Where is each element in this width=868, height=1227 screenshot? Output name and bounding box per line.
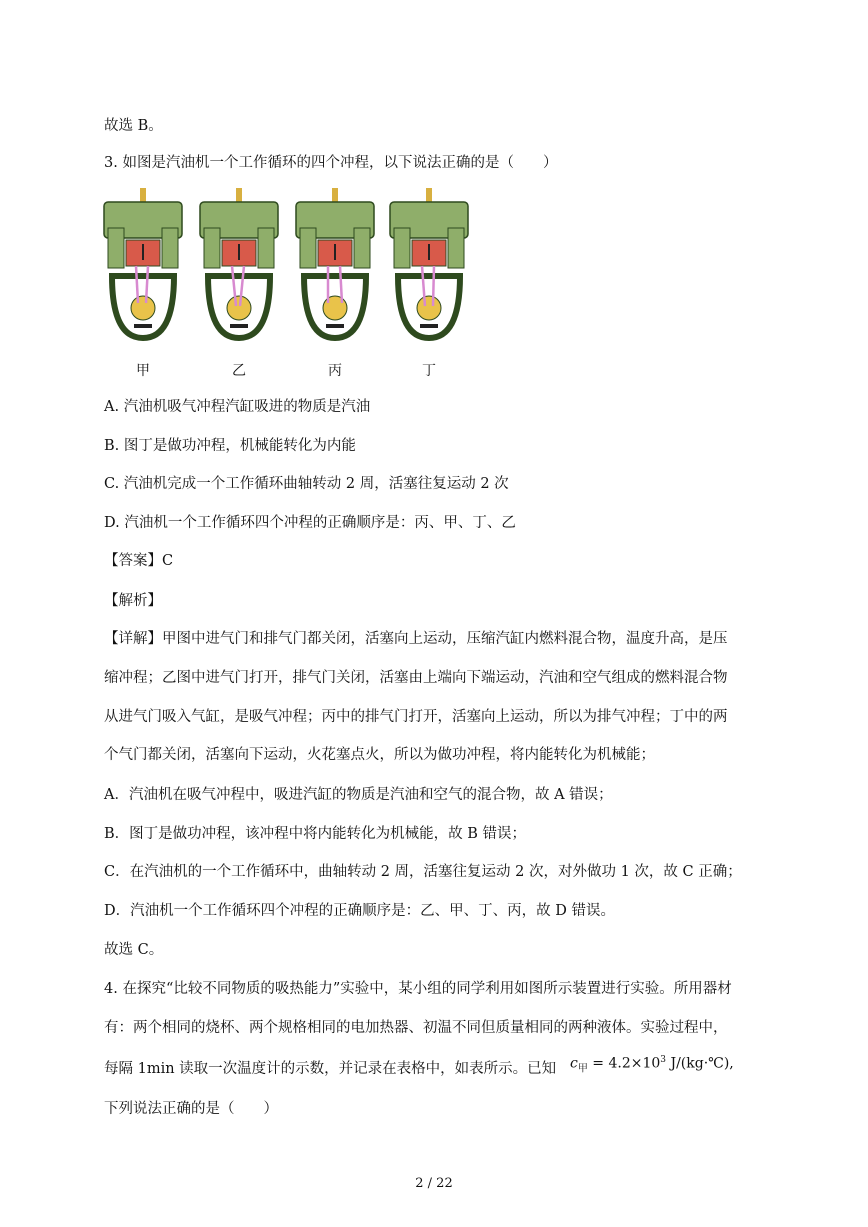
- detail-line: 【详解】甲图中进气门和排气门都关闭，活塞向上运动，压缩汽缸内燃料混合物，温度升高，是压: [104, 631, 728, 647]
- option-d: D. 汽油机一个工作循环四个冲程的正确顺序是：丙、甲、丁、乙: [104, 515, 516, 531]
- explain-c: C．在汽油机的一个工作循环中，曲轴转动 2 周，活塞往复运动 2 次，对外做功 1 次，故 C 正确；: [104, 864, 742, 880]
- answer-heading: 【答案】C: [104, 553, 174, 569]
- option-a: A. 汽油机吸气冲程汽缸吸进的物质是汽油: [104, 399, 371, 415]
- figure-label-ding: 丁: [422, 363, 436, 379]
- formula-sub: 甲: [577, 1063, 588, 1075]
- specific-heat-formula: [570, 1055, 734, 1074]
- engine-diagram-jia: [100, 188, 186, 343]
- engine-diagram-bing: [292, 188, 378, 343]
- engine-figures: [100, 188, 460, 378]
- explain-b: B．图丁是做功冲程，该冲程中将内能转化为机械能，故 B 错误；: [104, 826, 527, 842]
- detail-line: 缩冲程；乙图中进气门打开，排气门关闭，活塞由上端向下端运动，汽油和空气组成的燃料混合物: [104, 670, 728, 686]
- formula-comma: ,: [729, 1055, 734, 1072]
- option-b: B. 图丁是做功冲程，机械能转化为内能: [104, 438, 356, 454]
- detail-line: 从进气门吸入气缸，是吸气冲程；丙中的排气门打开，活塞向上运动，所以为排气冲程；丁中的两: [104, 709, 728, 725]
- figure-label-bing: 丙: [328, 363, 342, 379]
- figure-label-jia: 甲: [136, 363, 150, 379]
- engine-diagram-ding: [386, 188, 472, 343]
- engine-diagram-yi: [196, 188, 282, 343]
- formula-sup: 3: [660, 1055, 667, 1065]
- page-number: 2 / 22: [415, 1176, 453, 1191]
- explain-a: A．汽油机在吸气冲程中，吸进汽缸的物质是汽油和空气的混合物，故 A 错误；: [104, 787, 613, 803]
- option-c: C. 汽油机完成一个工作循环曲轴转动 2 周，活塞往复运动 2 次: [104, 476, 509, 492]
- formula-symbol: c: [570, 1055, 578, 1072]
- explain-d: D．汽油机一个工作循环四个冲程的正确顺序是：乙、甲、丁、丙，故 D 错误。: [104, 903, 615, 919]
- formula-unit: J/(kg·℃): [666, 1055, 730, 1072]
- detail-line: 个气门都关闭，活塞向下运动，火花塞点火，所以为做功冲程，将内能转化为机械能；: [104, 747, 655, 763]
- formula-eq: = 4.2×10: [587, 1055, 661, 1072]
- question-4-line: 有：两个相同的烧杯、两个规格相同的电加热器、初温不同但质量相同的两种液体。实验过程中，: [104, 1020, 728, 1036]
- question-4-line: 下列说法正确的是（ ）: [104, 1101, 278, 1117]
- figure-label-yi: 乙: [232, 363, 246, 379]
- analysis-heading: 【解析】: [104, 593, 162, 609]
- question-4: 4. 在探究“比较不同物质的吸热能力”实验中，某小组的同学利用如图所示装置进行实验。所用器材: [104, 981, 732, 997]
- text-line: 故选 C。: [104, 942, 164, 958]
- question-3: 3. 如图是汽油机一个工作循环的四个冲程，以下说法正确的是（ ）: [104, 155, 558, 171]
- question-4-line: 每隔 1min 读取一次温度计的示数，并记录在表格中，如表所示。已知: [104, 1061, 557, 1077]
- text-line: 故选 B。: [104, 118, 163, 134]
